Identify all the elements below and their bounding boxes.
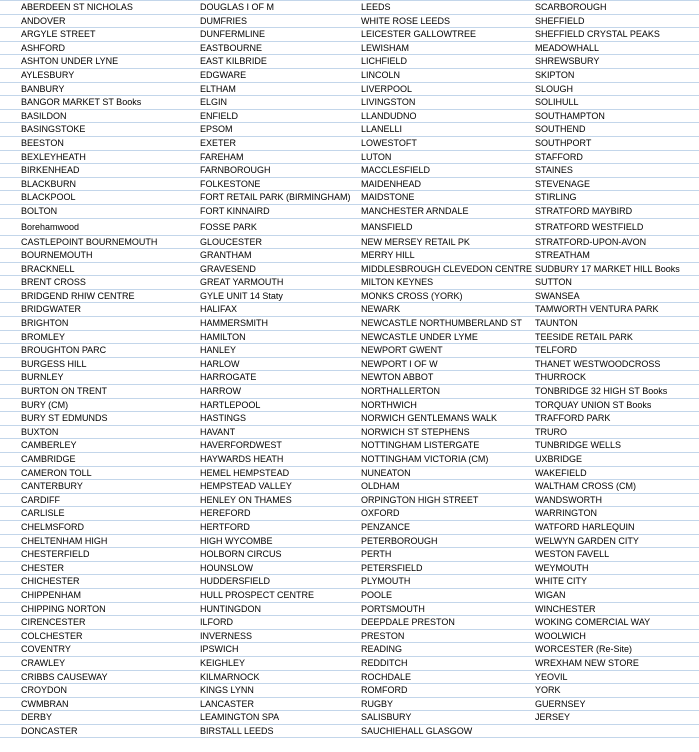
table-cell[interactable]: GREAT YARMOUTH	[199, 276, 359, 290]
table-cell[interactable]: NEWPORT GWENT	[359, 344, 533, 358]
table-cell[interactable]: WESTON FAVELL	[533, 548, 699, 562]
table-cell[interactable]: NUNEATON	[359, 466, 533, 480]
table-cell[interactable]: SHEFFIELD	[533, 14, 699, 28]
table-cell[interactable]: HENLEY ON THAMES	[199, 493, 359, 507]
table-cell[interactable]: NEWCASTLE NORTHUMBERLAND ST	[359, 317, 533, 331]
table-cell[interactable]: BANGOR MARKET ST Books	[0, 96, 199, 110]
table-cell[interactable]: PORTSMOUTH	[359, 602, 533, 616]
table-row	[0, 656, 699, 670]
table-row	[0, 425, 699, 439]
table-cell[interactable]: LLANDUDNO	[359, 109, 533, 123]
table-cell[interactable]: TUNBRIDGE WELLS	[533, 439, 699, 453]
table-cell[interactable]: ELGIN	[199, 96, 359, 110]
table-cell[interactable]: WINCHESTER	[533, 602, 699, 616]
table-cell[interactable]: HAVANT	[199, 425, 359, 439]
table-cell[interactable]: CHESTER	[0, 561, 199, 575]
table-cell[interactable]: CASTLEPOINT BOURNEMOUTH	[0, 235, 199, 249]
table-row	[0, 204, 699, 218]
table-cell[interactable]: DERBY	[0, 711, 199, 725]
table-cell[interactable]: LEWISHAM	[359, 41, 533, 55]
table-cell[interactable]: CHELTENHAM HIGH	[0, 534, 199, 548]
table-cell[interactable]: BLACKBURN	[0, 177, 199, 191]
table-cell[interactable]: LIVINGSTON	[359, 96, 533, 110]
table-row	[0, 164, 699, 178]
table-cell[interactable]: DUNFERMLINE	[199, 28, 359, 42]
table-cell[interactable]: EASTBOURNE	[199, 41, 359, 55]
table-cell[interactable]: CIRENCESTER	[0, 616, 199, 630]
table-cell[interactable]: HERTFORD	[199, 520, 359, 534]
table-row	[0, 724, 699, 738]
table-cell[interactable]: BURY ST EDMUNDS	[0, 412, 199, 426]
table-cell[interactable]: HUDDERSFIELD	[199, 575, 359, 589]
table-cell[interactable]: LINCOLN	[359, 68, 533, 82]
table-cell[interactable]: CARDIFF	[0, 493, 199, 507]
table-cell[interactable]: NORTHALLERTON	[359, 385, 533, 399]
table-cell[interactable]: MACCLESFIELD	[359, 164, 533, 178]
table-cell[interactable]: BURGESS HILL	[0, 357, 199, 371]
table-cell[interactable]: CAMBERLEY	[0, 439, 199, 453]
table-cell[interactable]: ASHTON UNDER LYNE	[0, 55, 199, 69]
table-cell[interactable]: COVENTRY	[0, 643, 199, 657]
table-cell[interactable]: KEIGHLEY	[199, 656, 359, 670]
table-cell[interactable]: RUGBY	[359, 697, 533, 711]
table-cell[interactable]: TAMWORTH VENTURA PARK	[533, 303, 699, 317]
table-row	[0, 385, 699, 399]
table-row	[0, 344, 699, 358]
table-row	[0, 398, 699, 412]
table-cell[interactable]: HARLOW	[199, 357, 359, 371]
table-cell[interactable]: WHITE ROSE LEEDS	[359, 14, 533, 28]
table-cell[interactable]: REDDITCH	[359, 656, 533, 670]
table-cell[interactable]: STEVENAGE	[533, 177, 699, 191]
table-row	[0, 330, 699, 344]
table-cell[interactable]: BROMLEY	[0, 330, 199, 344]
table-row	[0, 629, 699, 643]
table-cell[interactable]: TRAFFORD PARK	[533, 412, 699, 426]
table-cell[interactable]: CHICHESTER	[0, 575, 199, 589]
table-cell[interactable]: ROCHDALE	[359, 670, 533, 684]
table-cell[interactable]: BEESTON	[0, 136, 199, 150]
table-cell[interactable]: GRAVESEND	[199, 262, 359, 276]
table-row	[0, 14, 699, 28]
table-row	[0, 303, 699, 317]
table-cell[interactable]: READING	[359, 643, 533, 657]
table-cell[interactable]: LANCASTER	[199, 697, 359, 711]
table-cell[interactable]: LEAMINGTON SPA	[199, 711, 359, 725]
table-cell[interactable]: BRIDGWATER	[0, 303, 199, 317]
table-row	[0, 276, 699, 290]
table-cell[interactable]: BURTON ON TRENT	[0, 385, 199, 399]
table-row	[0, 480, 699, 494]
table-row	[0, 711, 699, 725]
table-cell[interactable]: CRAWLEY	[0, 656, 199, 670]
table-row	[0, 439, 699, 453]
table-cell[interactable]: BOLTON	[0, 204, 199, 218]
table-cell[interactable]: HARTLEPOOL	[199, 398, 359, 412]
table-cell[interactable]: EPSOM	[199, 123, 359, 137]
table-cell[interactable]: CRIBBS CAUSEWAY	[0, 670, 199, 684]
table-cell[interactable]: BIRSTALL LEEDS	[199, 724, 359, 738]
table-row	[0, 507, 699, 521]
table-cell[interactable]: BOURNEMOUTH	[0, 249, 199, 263]
table-cell[interactable]: WEYMOUTH	[533, 561, 699, 575]
table-cell[interactable]: GYLE UNIT 14 Staty	[199, 289, 359, 303]
table-row	[0, 177, 699, 191]
table-cell[interactable]: PRESTON	[359, 629, 533, 643]
table-cell[interactable]: TRURO	[533, 425, 699, 439]
table-cell[interactable]: DEEPDALE PRESTON	[359, 616, 533, 630]
table-cell[interactable]: Borehamwood	[0, 218, 199, 235]
table-row	[0, 262, 699, 276]
table-cell[interactable]: TEESIDE RETAIL PARK	[533, 330, 699, 344]
table-cell[interactable]: LICHFIELD	[359, 55, 533, 69]
table-cell[interactable]: STIRLING	[533, 191, 699, 205]
table-row	[0, 575, 699, 589]
table-cell[interactable]: CROYDON	[0, 684, 199, 698]
table-row	[0, 249, 699, 263]
table-cell[interactable]: NOTTINGHAM VICTORIA (CM)	[359, 453, 533, 467]
table-cell[interactable]: ELTHAM	[199, 82, 359, 96]
table-row	[0, 191, 699, 205]
table-cell[interactable]: JERSEY	[533, 711, 699, 725]
table-cell[interactable]: WELWYN GARDEN CITY	[533, 534, 699, 548]
table-cell[interactable]: ROMFORD	[359, 684, 533, 698]
table-cell[interactable]: WHITE CITY	[533, 575, 699, 589]
table-cell[interactable]: SWANSEA	[533, 289, 699, 303]
table-cell[interactable]: NEWCASTLE UNDER LYME	[359, 330, 533, 344]
store-list-body	[0, 1, 699, 738]
table-row	[0, 588, 699, 602]
table-cell[interactable]: ASHFORD	[0, 41, 199, 55]
table-row	[0, 357, 699, 371]
table-cell[interactable]: EXETER	[199, 136, 359, 150]
table-cell[interactable]: CAMBRIDGE	[0, 453, 199, 467]
table-cell[interactable]: BIRKENHEAD	[0, 164, 199, 178]
table-cell[interactable]: WAKEFIELD	[533, 466, 699, 480]
table-row	[0, 123, 699, 137]
table-cell[interactable]: CANTERBURY	[0, 480, 199, 494]
table-cell[interactable]: EAST KILBRIDE	[199, 55, 359, 69]
table-cell[interactable]: WANDSWORTH	[533, 493, 699, 507]
table-cell[interactable]: YEOVIL	[533, 670, 699, 684]
table-cell[interactable]: COLCHESTER	[0, 629, 199, 643]
table-cell[interactable]: HULL PROSPECT CENTRE	[199, 588, 359, 602]
table-cell[interactable]: HAYWARDS HEATH	[199, 453, 359, 467]
table-cell[interactable]: LEEDS	[359, 1, 533, 15]
table-cell[interactable]: BUXTON	[0, 425, 199, 439]
table-row	[0, 28, 699, 42]
table-row	[0, 41, 699, 55]
table-cell[interactable]: GRANTHAM	[199, 249, 359, 263]
table-cell[interactable]: OXFORD	[359, 507, 533, 521]
table-cell[interactable]: BURNLEY	[0, 371, 199, 385]
table-cell[interactable]: HOUNSLOW	[199, 561, 359, 575]
table-row	[0, 289, 699, 303]
table-cell[interactable]: OLDHAM	[359, 480, 533, 494]
table-cell[interactable]: TELFORD	[533, 344, 699, 358]
table-cell[interactable]: CWMBRAN	[0, 697, 199, 711]
table-cell[interactable]: WARRINGTON	[533, 507, 699, 521]
table-cell[interactable]: BASINGSTOKE	[0, 123, 199, 137]
table-cell[interactable]: IPSWICH	[199, 643, 359, 657]
table-row	[0, 670, 699, 684]
table-cell[interactable]: SHEFFIELD CRYSTAL PEAKS	[533, 28, 699, 42]
table-cell[interactable]: MEADOWHALL	[533, 41, 699, 55]
table-cell[interactable]: HEREFORD	[199, 507, 359, 521]
table-cell[interactable]: SOUTHPORT	[533, 136, 699, 150]
table-cell[interactable]: HAVERFORDWEST	[199, 439, 359, 453]
table-row	[0, 561, 699, 575]
table-cell[interactable]: DUMFRIES	[199, 14, 359, 28]
table-cell[interactable]: NEW MERSEY RETAIL PK	[359, 235, 533, 249]
table-cell[interactable]: FOLKESTONE	[199, 177, 359, 191]
table-row	[0, 55, 699, 69]
table-cell[interactable]: SOUTHAMPTON	[533, 109, 699, 123]
table-cell[interactable]: CARLISLE	[0, 507, 199, 521]
table-cell[interactable]: MAIDENHEAD	[359, 177, 533, 191]
table-cell[interactable]: YORK	[533, 684, 699, 698]
table-cell[interactable]: SUDBURY 17 MARKET HILL Books	[533, 262, 699, 276]
table-row	[0, 109, 699, 123]
table-cell[interactable]: UXBRIDGE	[533, 453, 699, 467]
table-cell[interactable]: DONCASTER	[0, 724, 199, 738]
table-cell[interactable]: NEWTON ABBOT	[359, 371, 533, 385]
table-row	[0, 520, 699, 534]
table-cell[interactable]: NORWICH ST STEPHENS	[359, 425, 533, 439]
table-cell[interactable]: GUERNSEY	[533, 697, 699, 711]
table-cell[interactable]: LUTON	[359, 150, 533, 164]
table-cell[interactable]: CAMERON TOLL	[0, 466, 199, 480]
table-cell[interactable]: MIDDLESBROUGH CLEVEDON CENTRE	[359, 262, 533, 276]
table-cell[interactable]: NOTTINGHAM LISTERGATE	[359, 439, 533, 453]
table-cell[interactable]: BLACKPOOL	[0, 191, 199, 205]
table-cell[interactable]	[533, 724, 699, 738]
table-cell[interactable]: WIGAN	[533, 588, 699, 602]
table-row	[0, 602, 699, 616]
table-cell[interactable]: HAMILTON	[199, 330, 359, 344]
table-row	[0, 96, 699, 110]
table-cell[interactable]: KINGS LYNN	[199, 684, 359, 698]
table-cell[interactable]: PLYMOUTH	[359, 575, 533, 589]
table-cell[interactable]: AYLESBURY	[0, 68, 199, 82]
table-cell[interactable]: MANSFIELD	[359, 218, 533, 235]
table-cell[interactable]: ENFIELD	[199, 109, 359, 123]
table-cell[interactable]: BROUGHTON PARC	[0, 344, 199, 358]
table-row	[0, 68, 699, 82]
table-cell[interactable]: PERTH	[359, 548, 533, 562]
table-row	[0, 371, 699, 385]
table-cell[interactable]: TORQUAY UNION ST Books	[533, 398, 699, 412]
table-cell[interactable]: STREATHAM	[533, 249, 699, 263]
table-cell[interactable]: STRATFORD WESTFIELD	[533, 218, 699, 235]
table-cell[interactable]: WOOLWICH	[533, 629, 699, 643]
table-row	[0, 136, 699, 150]
table-cell[interactable]: STAFFORD	[533, 150, 699, 164]
table-cell[interactable]: WALTHAM CROSS (CM)	[533, 480, 699, 494]
table-cell[interactable]: HOLBORN CIRCUS	[199, 548, 359, 562]
table-cell[interactable]: MAIDSTONE	[359, 191, 533, 205]
table-cell[interactable]: GLOUCESTER	[199, 235, 359, 249]
table-cell[interactable]: SLOUGH	[533, 82, 699, 96]
table-cell[interactable]: MERRY HILL	[359, 249, 533, 263]
table-cell[interactable]: CHELMSFORD	[0, 520, 199, 534]
table-cell[interactable]: STRATFORD MAYBIRD	[533, 204, 699, 218]
table-row	[0, 534, 699, 548]
table-cell[interactable]: HUNTINGDON	[199, 602, 359, 616]
table-cell[interactable]: PETERBOROUGH	[359, 534, 533, 548]
table-cell[interactable]: PETERSFIELD	[359, 561, 533, 575]
table-cell[interactable]: HASTINGS	[199, 412, 359, 426]
table-row	[0, 412, 699, 426]
table-cell[interactable]: NEWPORT I OF W	[359, 357, 533, 371]
table-row	[0, 493, 699, 507]
table-row	[0, 453, 699, 467]
table-cell[interactable]: BASILDON	[0, 109, 199, 123]
table-cell[interactable]: SUTTON	[533, 276, 699, 290]
table-cell[interactable]: STRATFORD-UPON-AVON	[533, 235, 699, 249]
table-cell[interactable]: SHREWSBURY	[533, 55, 699, 69]
table-cell[interactable]: INVERNESS	[199, 629, 359, 643]
table-cell[interactable]: WORCESTER (Re-Site)	[533, 643, 699, 657]
table-cell[interactable]: ANDOVER	[0, 14, 199, 28]
table-row	[0, 548, 699, 562]
table-cell[interactable]: BANBURY	[0, 82, 199, 96]
table-row	[0, 466, 699, 480]
table-cell[interactable]: STAINES	[533, 164, 699, 178]
table-cell[interactable]: HEMEL HEMPSTEAD	[199, 466, 359, 480]
table-cell[interactable]: NORWICH GENTLEMANS WALK	[359, 412, 533, 426]
table-cell[interactable]: BRIGHTON	[0, 317, 199, 331]
table-cell[interactable]: PENZANCE	[359, 520, 533, 534]
table-cell[interactable]: MANCHESTER ARNDALE	[359, 204, 533, 218]
table-cell[interactable]: CHIPPENHAM	[0, 588, 199, 602]
table-cell[interactable]: FORT KINNAIRD	[199, 204, 359, 218]
table-cell[interactable]: EDGWARE	[199, 68, 359, 82]
table-row	[0, 697, 699, 711]
table-row	[0, 150, 699, 164]
table-cell[interactable]: SALISBURY	[359, 711, 533, 725]
table-row	[0, 616, 699, 630]
table-cell[interactable]: BEXLEYHEATH	[0, 150, 199, 164]
table-cell[interactable]: HARROGATE	[199, 371, 359, 385]
table-cell[interactable]: CHIPPING NORTON	[0, 602, 199, 616]
table-cell[interactable]: HANLEY	[199, 344, 359, 358]
table-cell[interactable]: WATFORD HARLEQUIN	[533, 520, 699, 534]
table-row	[0, 317, 699, 331]
table-cell[interactable]: BRACKNELL	[0, 262, 199, 276]
table-cell[interactable]: MONKS CROSS (YORK)	[359, 289, 533, 303]
table-cell[interactable]: MILTON KEYNES	[359, 276, 533, 290]
table-cell[interactable]: SOUTHEND	[533, 123, 699, 137]
table-cell[interactable]: HAMMERSMITH	[199, 317, 359, 331]
table-row	[0, 684, 699, 698]
table-cell[interactable]: NORTHWICH	[359, 398, 533, 412]
table-row	[0, 643, 699, 657]
table-cell[interactable]: HIGH WYCOMBE	[199, 534, 359, 548]
table-cell[interactable]: TAUNTON	[533, 317, 699, 331]
table-cell[interactable]: LIVERPOOL	[359, 82, 533, 96]
table-row	[0, 218, 699, 235]
table-cell[interactable]: FOSSE PARK	[199, 218, 359, 235]
table-cell[interactable]: HARROW	[199, 385, 359, 399]
table-cell[interactable]: FARNBOROUGH	[199, 164, 359, 178]
table-cell[interactable]: ARGYLE STREET	[0, 28, 199, 42]
table-cell[interactable]: FORT RETAIL PARK (BIRMINGHAM)	[199, 191, 359, 205]
table-cell[interactable]: DOUGLAS I OF M	[199, 1, 359, 15]
table-cell[interactable]: SCARBOROUGH	[533, 1, 699, 15]
table-cell[interactable]: THANET WESTWOODCROSS	[533, 357, 699, 371]
table-cell[interactable]: BURY (CM)	[0, 398, 199, 412]
table-cell[interactable]: POOLE	[359, 588, 533, 602]
table-row	[0, 235, 699, 249]
table-cell[interactable]: LLANELLI	[359, 123, 533, 137]
table-cell[interactable]: HALIFAX	[199, 303, 359, 317]
table-cell[interactable]: LEICESTER GALLOWTREE	[359, 28, 533, 42]
table-cell[interactable]: BRIDGEND RHIW CENTRE	[0, 289, 199, 303]
table-cell[interactable]: HEMPSTEAD VALLEY	[199, 480, 359, 494]
table-cell[interactable]: WOKING COMERCIAL WAY	[533, 616, 699, 630]
table-cell[interactable]: BRENT CROSS	[0, 276, 199, 290]
table-cell[interactable]: THURROCK	[533, 371, 699, 385]
table-row	[0, 1, 699, 15]
table-cell[interactable]: NEWARK	[359, 303, 533, 317]
table-cell[interactable]: LOWESTOFT	[359, 136, 533, 150]
table-cell[interactable]: SOLIHULL	[533, 96, 699, 110]
table-cell[interactable]: SKIPTON	[533, 68, 699, 82]
table-row	[0, 82, 699, 96]
table-cell[interactable]: ABERDEEN ST NICHOLAS	[0, 1, 199, 15]
table-cell[interactable]: FAREHAM	[199, 150, 359, 164]
table-cell[interactable]: ORPINGTON HIGH STREET	[359, 493, 533, 507]
table-cell[interactable]: KILMARNOCK	[199, 670, 359, 684]
table-cell[interactable]: CHESTERFIELD	[0, 548, 199, 562]
table-cell[interactable]: ILFORD	[199, 616, 359, 630]
table-cell[interactable]: WREXHAM NEW STORE	[533, 656, 699, 670]
table-cell[interactable]: TONBRIDGE 32 HIGH ST Books	[533, 385, 699, 399]
table-cell[interactable]: SAUCHIEHALL GLASGOW	[359, 724, 533, 738]
